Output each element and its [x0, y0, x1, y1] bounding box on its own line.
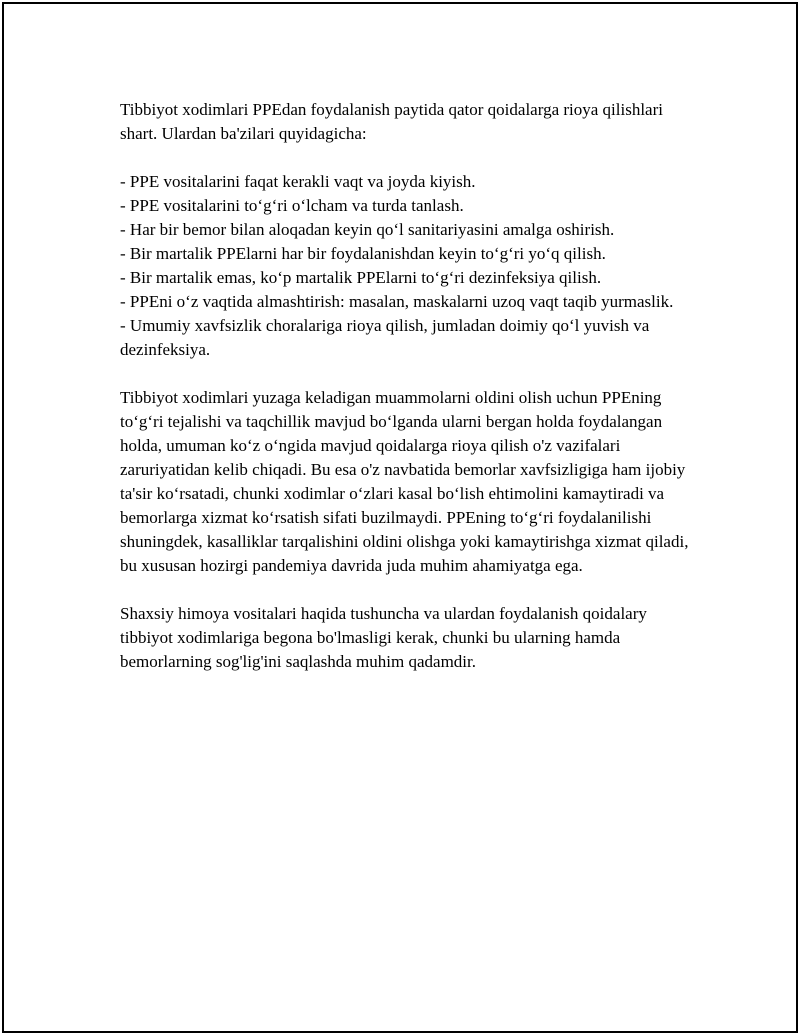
document-body — [120, 98, 700, 674]
intro-paragraph: Tibbiyot xodimlari PPEdan foydalanish paytida qator qoidalarga rioya qilishlari shart. Ulardan ba'zilari quyidagicha: — [120, 100, 663, 143]
rule-item: - PPE vositalarini faqat kerakli vaqt va joyda kiyish. — [120, 172, 476, 191]
rules-list — [120, 170, 700, 362]
rule-item: - PPE vositalarini toʻgʻri oʻlcham va turda tanlash. — [120, 196, 464, 215]
rule-item: - Bir martalik PPElarni har bir foydalanishdan keyin toʻgʻri yoʻq qilish. — [120, 244, 606, 263]
rule-item: - Har bir bemor bilan aloqadan keyin qoʻl sanitariyasini amalga oshirish. — [120, 220, 615, 239]
rule-item: - Bir martalik emas, koʻp martalik PPElarni toʻgʻri dezinfeksiya qilish. — [120, 268, 602, 287]
rule-item: - PPEni oʻz vaqtida almashtirish: masalan, maskalarni uzoq vaqt taqib yurmaslik. — [120, 292, 674, 311]
body-paragraph-3: Shaxsiy himoya vositalari haqida tushuncha va ulardan foydalanish qoidalary tibbiyot xodimlariga begona bo'lmasligi kerak, chunki bu ularning hamda bemorlarning sog'lig'ini saqlashda muhim qadamdir. — [120, 604, 647, 671]
page-border — [2, 2, 798, 1033]
body-paragraph-2: Tibbiyot xodimlari yuzaga keladigan muammolarni oldini olish uchun PPEning toʻgʻri tejalishi va taqchillik mavjud boʻlganda ularni bergan holda foydalangan holda, umuman koʻz oʻngida mavjud qoidalarga rioya qilish o'z vazifalari zaruriyatidan kelib chiqadi. Bu esa o'z navbatida bemorlar xavfsizligiga ham ijobiy ta'sir koʻrsatadi, chunki xodimlar oʻzlari kasal boʻlish ehtimolini kamaytiradi va bemorlarga xizmat koʻrsatish sifati buzilmaydi. PPEning toʻgʻri foydalanilishi shuningdek, kasalliklar tarqalishini oldini olishga yoki kamaytirishga xizmat qiladi, bu xususan hozirgi pandemiya davrida juda muhim ahamiyatga ega. — [120, 388, 689, 575]
rule-item: - Umumiy xavfsizlik choralariga rioya qilish, jumladan doimiy qoʻl yuvish va dezinfeksiya. — [120, 316, 650, 359]
